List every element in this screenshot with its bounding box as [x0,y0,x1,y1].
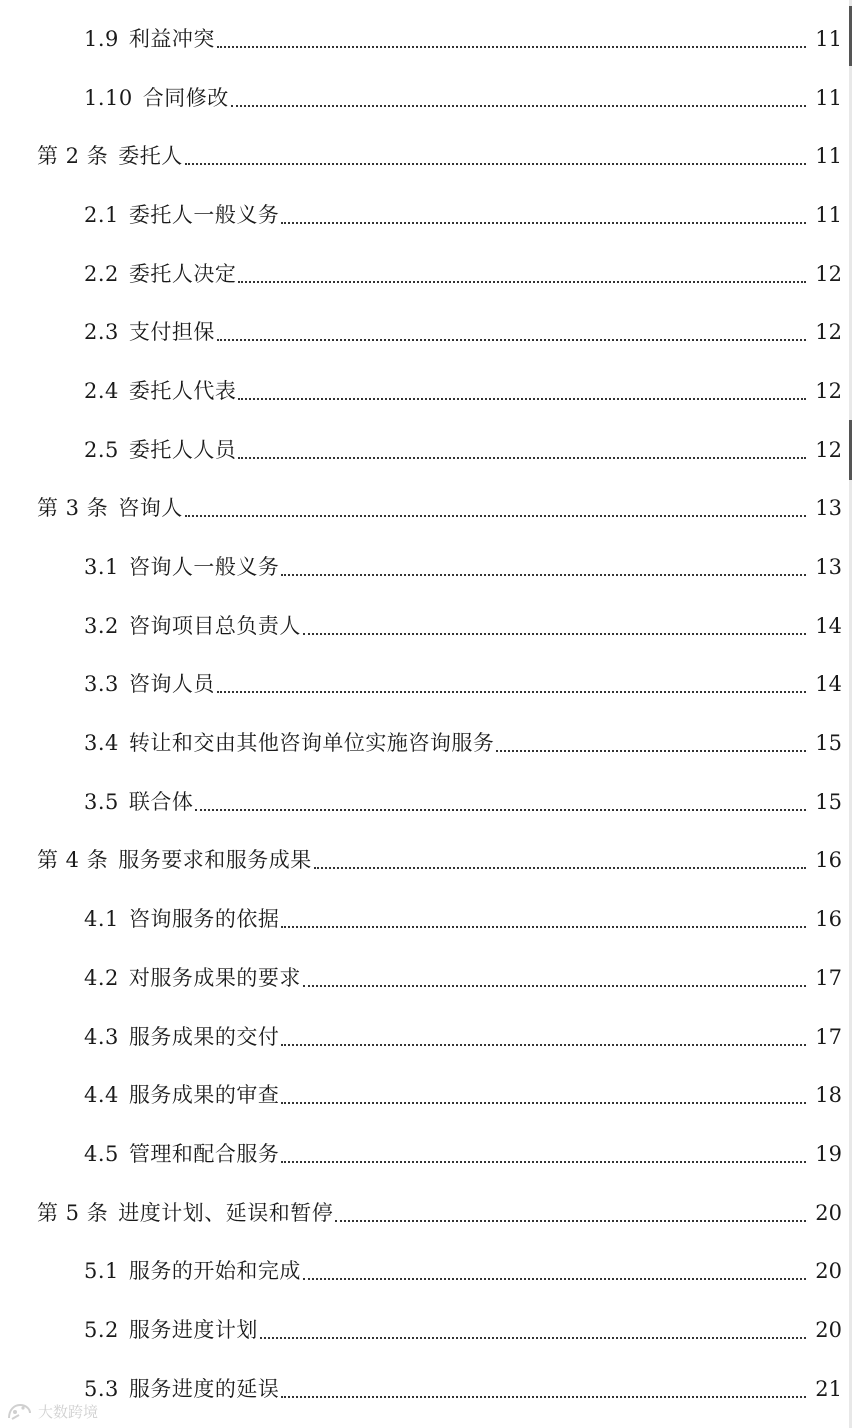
dot-leader [260,1320,806,1341]
toc-entry-title: 合同修改 [142,85,229,110]
toc-page-number: 14 [815,672,842,697]
toc-page-number: 13 [815,496,842,521]
toc-page-number: 12 [815,320,842,345]
toc-page-number: 11 [815,144,842,169]
dot-leader [335,1203,806,1224]
toc-entry-label [37,850,312,871]
toc-entry-label [84,378,237,403]
toc-entry-title: 服务的开始和完成 [128,1259,301,1284]
toc-entry-label [84,557,279,578]
toc-entry-number: 第 3 条 [37,496,109,521]
dot-leader [238,381,806,402]
toc-page-number: 12 [815,378,842,403]
toc-entry-number: 4.4 [84,1083,119,1108]
toc-entry-section[interactable] [0,773,852,832]
toc-entry-label [84,1317,258,1342]
watermark-text: 大数跨境 [38,1403,99,1421]
dot-leader [217,322,806,343]
table-of-contents [0,10,852,1419]
toc-page-number: 15 [815,789,842,814]
toc-page-number: 20 [815,1200,842,1225]
toc-page-number: 12 [815,261,842,286]
dot-leader [238,440,806,461]
toc-entry-label [84,789,194,814]
dot-leader [281,1027,806,1048]
toc-entry-title: 服务要求和服务成果 [118,848,312,873]
toc-entry-section[interactable] [0,69,852,128]
dot-leader [238,264,806,285]
toc-entry-number: 3.2 [84,613,119,638]
toc-entry-label [37,146,183,167]
toc-entry-title: 服务进度计划 [128,1317,258,1342]
toc-entry-label [84,202,280,227]
dot-leader [303,968,806,989]
dot-leader [281,909,806,930]
toc-page-number: 11 [815,26,842,51]
dot-leader [496,733,806,754]
toc-entry-title: 咨询项目总负责人 [128,613,301,638]
toc-entry-section[interactable] [0,1242,852,1301]
toc-page-number: 14 [815,613,842,638]
toc-entry-section[interactable] [0,1301,852,1360]
toc-entry-title: 对服务成果的要求 [128,965,301,990]
toc-entry-number: 5.3 [84,1376,119,1401]
toc-entry-label [84,1085,279,1106]
watermark-logo-icon [6,1402,34,1422]
toc-entry-label [84,261,237,286]
toc-entry-number: 2.4 [84,378,119,403]
toc-entry-section[interactable] [0,1008,852,1067]
toc-entry-title: 咨询人 [118,496,183,521]
toc-entry-number: 5.1 [84,1259,119,1284]
toc-entry-title: 转让和交由其他咨询单位实施咨询服务 [128,731,495,756]
toc-entry-title: 委托人 [118,144,183,169]
toc-entry-article[interactable] [0,480,852,539]
toc-entry-section[interactable] [0,245,852,304]
watermark [6,1401,98,1422]
toc-entry-section[interactable] [0,656,852,715]
toc-entry-label [84,965,301,990]
toc-entry-title: 服务成果的交付 [128,1024,280,1049]
toc-entry-number: 2.1 [84,202,119,227]
toc-page-number: 20 [815,1317,842,1342]
toc-entry-section[interactable] [0,597,852,656]
toc-entry-number: 2.5 [84,437,119,462]
toc-page-number: 16 [815,848,842,873]
dot-leader [281,205,806,226]
toc-entry-number: 3.4 [84,731,119,756]
toc-entry-label [84,1376,280,1401]
toc-entry-section[interactable] [0,362,852,421]
toc-entry-number: 2.2 [84,261,119,286]
toc-entry-title: 服务进度的延误 [128,1376,280,1401]
toc-entry-section[interactable] [0,303,852,362]
dot-leader [185,146,806,167]
toc-entry-title: 支付担保 [128,320,215,345]
toc-page-number: 11 [815,202,842,227]
toc-page-number: 20 [815,1259,842,1284]
dot-leader [281,1379,806,1400]
toc-entry-number: 4.2 [84,965,119,990]
toc-entry-number: 第 5 条 [37,1200,109,1225]
toc-entry-number: 4.5 [84,1141,119,1166]
toc-entry-label [84,909,279,930]
toc-page-number: 13 [815,555,842,580]
toc-entry-label [84,733,494,754]
toc-entry-label [84,674,215,695]
toc-entry-label [84,613,301,638]
toc-entry-number: 4.3 [84,1024,119,1049]
toc-page-number: 18 [815,1083,842,1108]
toc-entry-section[interactable] [0,1125,852,1184]
dot-leader [217,674,806,695]
toc-entry-title: 咨询人一般义务 [128,555,280,580]
toc-entry-section[interactable] [0,714,852,773]
toc-entry-title: 进度计划、延误和暂停 [118,1200,334,1225]
toc-page-number: 17 [815,965,842,990]
toc-entry-title: 咨询服务的依据 [128,907,280,932]
toc-entry-number: 3.3 [84,672,119,697]
toc-entry-label [84,322,215,343]
toc-entry-number: 4.1 [84,907,119,932]
toc-entry-section[interactable] [0,186,852,245]
toc-page-number: 12 [815,437,842,462]
toc-entry-number: 3.5 [84,789,119,814]
toc-entry-title: 利益冲突 [128,26,215,51]
toc-entry-number: 1.9 [84,26,119,51]
toc-entry-section[interactable] [0,1360,852,1419]
toc-entry-section[interactable] [0,421,852,480]
toc-entry-title: 服务成果的审查 [128,1083,280,1108]
toc-entry-section[interactable] [0,1066,852,1125]
toc-page-number: 11 [815,85,842,110]
toc-page-number: 17 [815,1024,842,1049]
toc-entry-label [84,1141,280,1166]
toc-entry-article[interactable] [0,127,852,186]
toc-entry-section[interactable] [0,890,852,949]
toc-entry-title: 委托人代表 [128,378,237,403]
toc-entry-section[interactable] [0,949,852,1008]
toc-entry-article[interactable] [0,1184,852,1243]
toc-entry-label [84,26,215,51]
toc-entry-title: 委托人决定 [128,261,237,286]
toc-entry-number: 5.2 [84,1317,119,1342]
toc-page-number: 21 [815,1376,842,1401]
toc-entry-label [37,498,183,519]
dot-leader [281,1144,806,1165]
toc-entry-number: 第 2 条 [37,144,109,169]
toc-entry-number: 第 4 条 [37,848,109,873]
toc-page-number: 15 [815,731,842,756]
toc-entry-number: 2.3 [84,320,119,345]
dot-leader [231,88,806,109]
toc-entry-number: 3.1 [84,555,119,580]
toc-entry-label [37,1200,334,1225]
toc-entry-title: 委托人人员 [128,437,237,462]
toc-page-number: 19 [815,1141,842,1166]
toc-entry-article[interactable] [0,832,852,891]
toc-entry-title: 委托人一般义务 [128,202,280,227]
dot-leader [281,1085,806,1106]
toc-entry-label [84,437,237,462]
dot-leader [281,557,806,578]
dot-leader [195,792,806,813]
dot-leader [217,29,806,50]
dot-leader [303,616,806,637]
toc-entry-number: 1.10 [84,85,133,110]
dot-leader [314,850,806,871]
toc-entry-label [84,1024,280,1049]
dot-leader [303,1261,806,1282]
toc-entry-section[interactable] [0,538,852,597]
toc-entry-title: 管理和配合服务 [128,1141,280,1166]
toc-entry-title: 联合体 [128,789,194,814]
toc-entry-title: 咨询人员 [128,672,215,697]
toc-entry-label [84,1261,301,1282]
dot-leader [185,498,806,519]
toc-entry-section[interactable] [0,10,852,69]
toc-page-number: 16 [815,907,842,932]
toc-entry-label [84,85,229,110]
